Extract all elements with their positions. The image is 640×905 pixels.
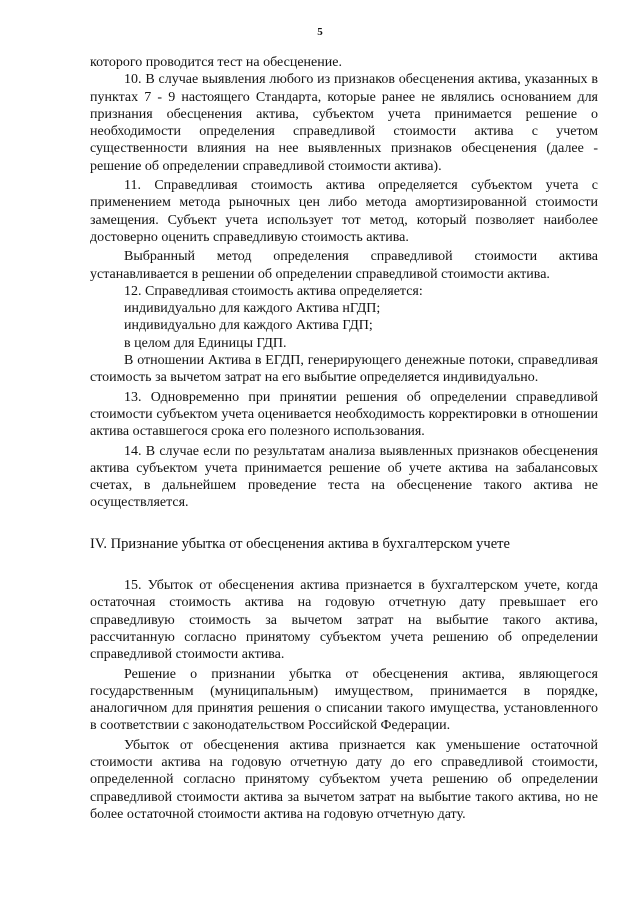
paragraph-intro: которого проводится тест на обесценение. bbox=[90, 55, 342, 70]
paragraph-15-decision: Решение о признании убытка от обесценения актива, являющегося государственным (муниципальным) имуществом, принимается в порядке, аналогичном для принятия решения о списании такого имущества, установленного в соответствии с законодательством Российской Федерации. bbox=[90, 666, 598, 734]
paragraph-11: 11. Справедливая стоимость актива определяется субъектом учета с применением метода рыночных цен либо метода амортизированной стоимости замещения. Субъект учета использует тот метод, который позволяет наиболее достоверно оценить справедливую стоимость актива. bbox=[90, 178, 598, 245]
section-heading: IV. Признание убытка от обесценения актива в бухгалтерском учете bbox=[90, 535, 510, 552]
page-number: 5 bbox=[317, 26, 323, 38]
paragraph-11-method: Выбранный метод определения справедливой стоимости актива устанавливается в решении об определении справедливой стоимости актива. bbox=[90, 249, 598, 282]
list-item-non-cgu-asset: индивидуально для каждого Актива нГДП; bbox=[124, 301, 381, 317]
paragraph-14: 14. В случае если по результатам анализа выявленных признаков обесценения актива субъектом учета принимается решение об учете актива на забалансовых счетах, в дальнейшем проведение теста на обесценение такого актива не осуществляется. bbox=[90, 443, 598, 511]
document-body bbox=[90, 54, 598, 823]
list-item-cgu-asset: индивидуально для каждого Актива ГДП; bbox=[124, 318, 373, 334]
paragraph-12: 12. Справедливая стоимость актива определяется: bbox=[124, 283, 423, 299]
paragraph-15: 15. Убыток от обесценения актива признается в бухгалтерском учете, когда остаточная стоимость актива на годовую отчетную дату превышает его справедливую стоимость за вычетом затрат на выбытие такого актива, рассчитанную согласно принятому субъектом учета решению об определении справедливой стоимости актива. bbox=[90, 578, 598, 663]
paragraph-15-recognition: Убыток от обесценения актива признается как уменьшение остаточной стоимости актива на годовую отчетную дату до его справедливой стоимости, определенной согласно принятому субъектом учета решению об определении справедливой стоимости актива за вычетом затрат на выбытие такого актива, но не более остаточной стоимости актива на годовую отчетную дату. bbox=[90, 737, 598, 822]
paragraph-13: 13. Одновременно при принятии решения об определении справедливой стоимости субъектом учета оценивается необходимость корректировки в отношении актива оставшегося срока его полезного использования. bbox=[90, 389, 598, 440]
list-item-cgu-unit: в целом для Единицы ГДП. bbox=[124, 335, 287, 351]
paragraph-12-cgu-note: В отношении Актива в ЕГДП, генерирующего денежные потоки, справедливая стоимость за вычетом затрат на его выбытие определяется индивидуально. bbox=[90, 353, 598, 386]
paragraph-10: 10. В случае выявления любого из признаков обесценения актива, указанных в пунктах 7 - 9 настоящего Стандарта, которые ранее не являлись основанием для признания обесценения актива, субъектом учета принимается решение о необходимости определения справедливой стоимости актива с учетом существенности влияния на нее выявленных признаков обесценения (далее - решение об определении справедливой стоимости актива). bbox=[90, 72, 598, 174]
